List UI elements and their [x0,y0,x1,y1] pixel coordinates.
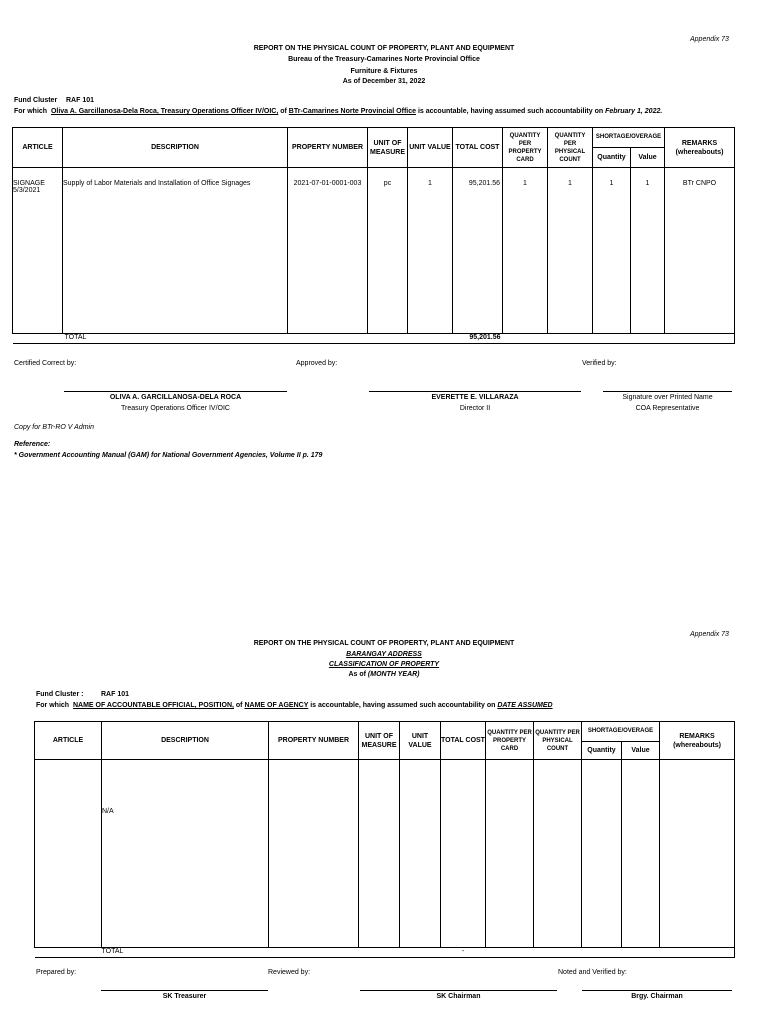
accountable-text: is accountable, having assumed such accountability on [310,702,496,709]
header-quantity: Quantity [593,148,631,168]
signature-line [603,391,732,392]
header-total-cost: TOTAL COST [453,128,503,168]
signature-line [582,990,732,991]
cell-short-value: 1 [631,168,665,334]
header-article: ARTICLE [35,722,102,760]
cell-qty-card: 1 [503,168,548,334]
verified-label: Verified by: [582,360,617,367]
cell-unit-value: 1 [408,168,453,334]
cell-description: N/A [102,760,269,948]
article-date: 5/3/2021 [13,187,41,194]
date-assumed: February 1, 2022. [605,108,663,115]
cell-remarks: BTr CNPO [665,168,735,334]
header-qty-card: QUANTITY PER PROPERTY CARD [486,722,534,760]
total-value: - [441,948,486,958]
total-row [35,948,735,958]
fund-cluster-label: Fund Cluster [14,97,58,104]
report-title: REPORT ON THE PHYSICAL COUNT OF PROPERTY, PLANT AND EQUIPMENT [253,640,515,647]
fund-cluster-value: RAF 101 [101,691,130,698]
ppe-table [12,127,735,344]
certified-label: Certified Correct by: [14,360,77,367]
total-label: TOTAL [63,334,288,344]
barangay-address: BARANGAY ADDRESS [346,651,422,658]
cell-property-number: 2021-07-01-0001-003 [288,168,368,334]
report-title: REPORT ON THE PHYSICAL COUNT OF PROPERTY, PLANT AND EQUIPMENT [253,45,515,52]
signature-line [101,990,268,991]
reference-text: * Government Accounting Manual (GAM) for National Government Agencies, Volume II p. 179 [14,452,323,459]
header-shortage-overage: SHORTAGE/OVERAGE [582,722,660,742]
copy-for: Copy for BTr-RO V Admin [14,424,95,431]
accountability-statement [36,702,553,709]
header-article: ARTICLE [13,128,63,168]
cell-description: Supply of Labor Materials and Installation of Office Signages [63,168,288,334]
cell-short-qty: 1 [593,168,631,334]
sig3-name: Signature over Printed Name [622,394,713,401]
table-row [13,168,735,334]
sig3-title: COA Representative [635,405,700,412]
accountable-official: Oliva A. Garcillanosa-Dela Roca, Treasury Operations Officer IV/OIC, [50,108,279,115]
accountable-official: NAME OF ACCOUNTABLE OFFICIAL, POSITION, [72,702,234,709]
header-shortage-overage: SHORTAGE/OVERAGE [593,128,665,148]
ppe-table [34,721,735,958]
signature-line [360,990,557,991]
header-total-cost: TOTAL COST [441,722,486,760]
header-description: DESCRIPTION [63,128,288,168]
header-unit-value: UNIT VALUE [408,128,453,168]
cell-qty-count: 1 [548,168,593,334]
prepared-label: Prepared by: [36,969,77,976]
cell-unit: pc [368,168,408,334]
accountable-text: is accountable, having assumed such accountability on [417,108,604,115]
signature-line [64,391,287,392]
approved-label: Approved by: [296,360,338,367]
agency-name: BTr-Camarines Norte Provincial Office [288,108,417,115]
for-which-label: For which [36,702,70,709]
noted-label: Noted and Verified by: [558,969,627,976]
header-qty-card: QUANTITY PER PROPERTY CARD [503,128,548,168]
total-row [13,334,735,344]
as-of-date: As of December 31, 2022 [342,78,426,85]
office-name: Bureau of the Treasury-Camarines Norte Provincial Office [288,56,480,63]
header-description: DESCRIPTION [102,722,269,760]
signature-line [369,391,581,392]
appendix-label: Appendix 73 [690,631,729,638]
reviewed-label: Reviewed by: [268,969,311,976]
header-property-number: PROPERTY NUMBER [269,722,359,760]
fund-cluster-value: RAF 101 [66,97,95,104]
table-row [35,760,735,948]
sig2-title: Director II [459,405,491,412]
sig2-name: EVERETTE E. VILLARAZA [431,394,519,401]
sig1-title: Treasury Operations Officer IV/OIC [121,405,230,412]
article-name: SIGNAGE [13,180,45,187]
fund-cluster-label: Fund Cluster : [36,691,84,698]
header-value: Value [622,742,660,760]
header-unit-value: UNIT VALUE [400,722,441,760]
header-quantity: Quantity [582,742,622,760]
header-value: Value [631,148,665,168]
as-of-value: (MONTH YEAR) [367,671,420,678]
sig1-name: OLIVA A. GARCILLANOSA-DELA ROCA [109,394,242,401]
header-unit-of-measure: UNIT OF MEASURE [359,722,400,760]
header-unit-of-measure: UNIT OF MEASURE [368,128,408,168]
of-label: of [235,702,243,709]
appendix-label: Appendix 73 [690,36,729,43]
total-value: 95,201.56 [453,334,503,344]
accountability-statement [14,108,662,115]
cell-article [13,168,63,334]
of-label: of [280,108,287,115]
as-of-date [0,671,768,678]
header-qty-count: QUANTITY PER PHYSICAL COUNT [534,722,582,760]
header-remarks: REMARKS (whereabouts) [665,128,735,168]
sig2-title: SK Chairman [436,993,481,1000]
header-property-number: PROPERTY NUMBER [288,128,368,168]
date-assumed: DATE ASSUMED [497,702,553,709]
reference-label: Reference: [14,441,51,448]
header-remarks: REMARKS (whereabouts) [660,722,735,760]
header-qty-count: QUANTITY PER PHYSICAL COUNT [548,128,593,168]
total-label: TOTAL [102,948,269,958]
as-of-prefix: As of [348,671,366,678]
classification: CLASSIFICATION OF PROPERTY [328,661,440,668]
cell-total-cost: 95,201.56 [453,168,503,334]
sig1-title: SK Treasurer [162,993,207,1000]
sig3-title: Brgy. Chairman [631,993,683,1000]
agency-name: NAME OF AGENCY [244,702,309,709]
classification: Furniture & Fixtures [350,68,418,75]
for-which-label: For which [14,108,48,115]
